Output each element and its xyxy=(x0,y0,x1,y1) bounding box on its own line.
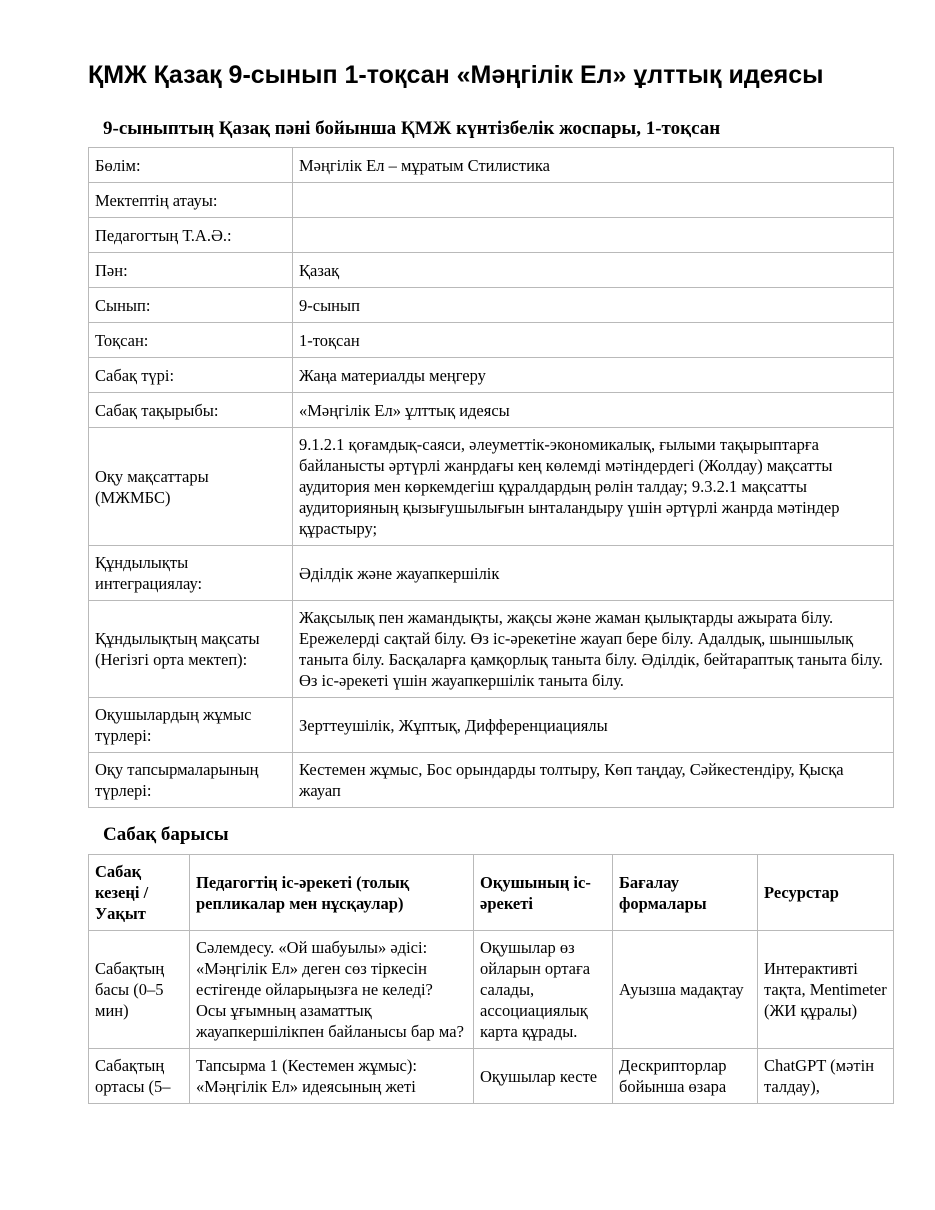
table-row xyxy=(89,253,894,288)
student-activity-cell: Оқушылар кесте xyxy=(474,1049,613,1104)
info-value: Әділдік және жауапкершілік xyxy=(293,546,894,601)
info-label: Тоқсан: xyxy=(89,323,293,358)
plan-heading: 9-сыныптың Қазақ пәні бойынша ҚМЖ күнтізбелік жоспары, 1-тоқсан xyxy=(103,118,721,139)
info-value: 1-тоқсан xyxy=(293,323,894,358)
table-row xyxy=(89,148,894,183)
teacher-activity-cell: Сәлемдесу. «Ой шабуылы» әдісі: «Мәңгілік Ел» деген сөз тіркесін естігенде ойларыңызға не келеді? Осы ұғымның азаматтық жауапкершілікпен байланысы бар ма? xyxy=(190,931,474,1049)
column-header: Педагогтің іс-әрекеті (толық репликалар мен нұсқаулар) xyxy=(190,855,474,931)
info-label: Бөлім: xyxy=(89,148,293,183)
info-value: Жақсылық пен жамандықты, жақсы және жаман қылықтарды ажырата білу. Ережелерді сақтай білу. Өз іс-әрекетіне жауап бере білу. Адалдық, шыншылық таныта білу. Басқаларға қамқорлық таныта білу. Әділдік, бейтараптық таныта білу. Өз іс-әрекеті үшін жауапкершілік таныта білу. xyxy=(293,601,894,698)
info-value: 9.1.2.1 қоғамдық-саяси, әлеуметтік-экономикалық, ғылыми тақырыптарға байланысты әртүрлі жанрдағы кең көлемді мәтіндердегі (Жолдау) мақсатты аудитория мен көркемдегіш құралдардың рөлін талдау; 9.3.2.1 мақсатты аудиторияның қызығушылығын ынталандыру үшін әртүрлі жанрда мәтіндер құрастыру; xyxy=(293,428,894,546)
info-label: Оқу тапсырмаларының түрлері: xyxy=(89,753,293,808)
info-label: Педагогтың Т.А.Ә.: xyxy=(89,218,293,253)
table-row xyxy=(89,753,894,808)
info-value: Зерттеушілік, Жұптық, Дифференциациялы xyxy=(293,698,894,753)
column-header: Оқушының іс-әрекеті xyxy=(474,855,613,931)
table-row xyxy=(89,931,894,1049)
table-row xyxy=(89,698,894,753)
table-row xyxy=(89,393,894,428)
table-header-row xyxy=(89,855,894,931)
resources-cell: ChatGPT (мәтін талдау), xyxy=(758,1049,894,1104)
column-header: Бағалау формалары xyxy=(613,855,758,931)
document-page xyxy=(88,0,893,1104)
lesson-flow-table xyxy=(88,854,894,1104)
table-row xyxy=(89,183,894,218)
info-label: Мектептің атауы: xyxy=(89,183,293,218)
info-value xyxy=(293,183,894,218)
table-row xyxy=(89,1049,894,1104)
info-label: Сабақ тақырыбы: xyxy=(89,393,293,428)
table-row xyxy=(89,601,894,698)
assessment-cell: Дескрипторлар бойынша өзара xyxy=(613,1049,758,1104)
info-value: Жаңа материалды меңгеру xyxy=(293,358,894,393)
info-value: Мәңгілік Ел – мұратым Стилистика xyxy=(293,148,894,183)
info-value: Кестемен жұмыс, Бос орындарды толтыру, Көп таңдау, Сәйкестендіру, Қысқа жауап xyxy=(293,753,894,808)
info-value xyxy=(293,218,894,253)
info-label: Оқу мақсаттары (МЖМБС) xyxy=(89,428,293,546)
column-header: Ресурстар xyxy=(758,855,894,931)
assessment-cell: Ауызша мадақтау xyxy=(613,931,758,1049)
table-row xyxy=(89,546,894,601)
student-activity-cell: Оқушылар өз ойларын ортаға салады, ассоциациялық карта құрады. xyxy=(474,931,613,1049)
resources-cell: Интерактивті тақта, Mentimeter (ЖИ құралы) xyxy=(758,931,894,1049)
info-label: Сынып: xyxy=(89,288,293,323)
info-value: Қазақ xyxy=(293,253,894,288)
table-row xyxy=(89,288,894,323)
stage-cell: Сабақтың басы (0–5 мин) xyxy=(89,931,190,1049)
page-title: ҚМЖ Қазақ 9-сынып 1-тоқсан «Мәңгілік Ел» ұлттық идеясы xyxy=(88,61,824,89)
info-label: Құндылықтың мақсаты (Негізгі орта мектеп): xyxy=(89,601,293,698)
table-row xyxy=(89,358,894,393)
info-label: Оқушылардың жұмыс түрлері: xyxy=(89,698,293,753)
column-header: Сабақ кезеңі / Уақыт xyxy=(89,855,190,931)
info-label: Сабақ түрі: xyxy=(89,358,293,393)
table-row xyxy=(89,428,894,546)
info-value: 9-сынып xyxy=(293,288,894,323)
table-row xyxy=(89,218,894,253)
lesson-info-table xyxy=(88,147,894,808)
table-row xyxy=(89,323,894,358)
info-label: Құндылықты интеграциялау: xyxy=(89,546,293,601)
teacher-activity-cell: Тапсырма 1 (Кестемен жұмыс): «Мәңгілік Ел» идеясының жеті xyxy=(190,1049,474,1104)
stage-cell: Сабақтың ортасы (5– xyxy=(89,1049,190,1104)
lesson-heading: Сабақ барысы xyxy=(103,824,229,845)
info-label: Пән: xyxy=(89,253,293,288)
info-value: «Мәңгілік Ел» ұлттық идеясы xyxy=(293,393,894,428)
